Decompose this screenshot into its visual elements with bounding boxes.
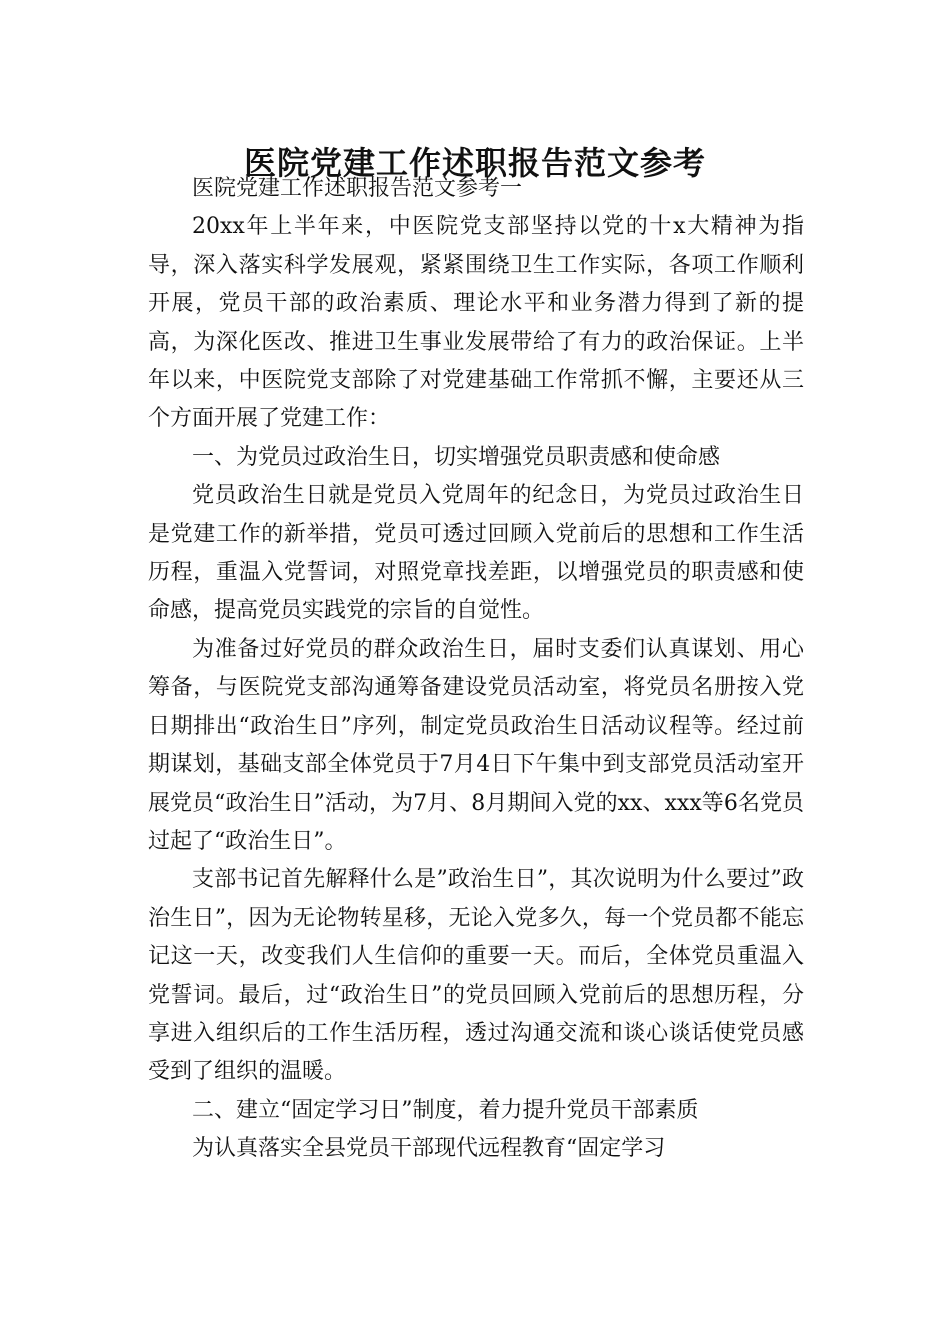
document-body	[148, 170, 804, 1169]
paragraph: 支部书记首先解释什么是”政治生日”，其次说明为什么要过”政治生日”，因为无论物转星移，无论入党多久，每一个党员都不能忘记这一天，改变我们人生信仰的重要一天。而后，全体党员重温入党誓词。最后，过“政治生日”的党员回顾入党前后的思想历程，分享进入组织后的工作生活历程，透过沟通交流和谈心谈话使党员感受到了组织的温暖。	[148, 867, 804, 1085]
paragraph-subtitle: 医院党建工作述职报告范文参考一	[192, 176, 523, 201]
section-heading-1: 一、为党员过政治生日，切实增强党员职责感和使命感	[192, 444, 721, 470]
paragraph: 为认真落实全县党员干部现代远程教育“固定学习	[192, 1136, 666, 1162]
section-heading-2: 二、建立“固定学习日”制度，着力提升党员干部素质	[192, 1097, 699, 1123]
document-title: 医院党建工作述职报告范文参考	[243, 144, 706, 183]
paragraph: 党员政治生日就是党员入党周年的纪念日，为党员过政治生日是党建工作的新举措，党员可透过回顾入党前后的思想和工作生活历程，重温入党誓词，对照党章找差距，以增强党员的职责感和使命感，提高党员实践党的宗旨的自觉性。	[148, 483, 804, 624]
paragraph-intro: 20xx年上半年来，中医院党支部坚持以党的十x大精神为指导，深入落实科学发展观，紧紧围绕卫生工作实际，各项工作顺利开展，党员干部的政治素质、理论水平和业务潜力得到了新的提高，为深化医改、推进卫生事业发展带给了有力的政治保证。上半年以来，中医院党支部除了对党建基础工作常抓不懈，主要还从三个方面开展了党建工作：	[148, 214, 804, 432]
paragraph: 为准备过好党员的群众政治生日，届时支委们认真谋划、用心筹备，与医院党支部沟通筹备建设党员活动室，将党员名册按入党日期排出“政治生日”序列，制定党员政治生日活动议程等。经过前期谋划，基础支部全体党员于7月4日下午集中到支部党员活动室开展党员“政治生日”活动，为7月、8月期间入党的xx、xxx等6名党员过起了“政治生日”。	[148, 636, 804, 854]
